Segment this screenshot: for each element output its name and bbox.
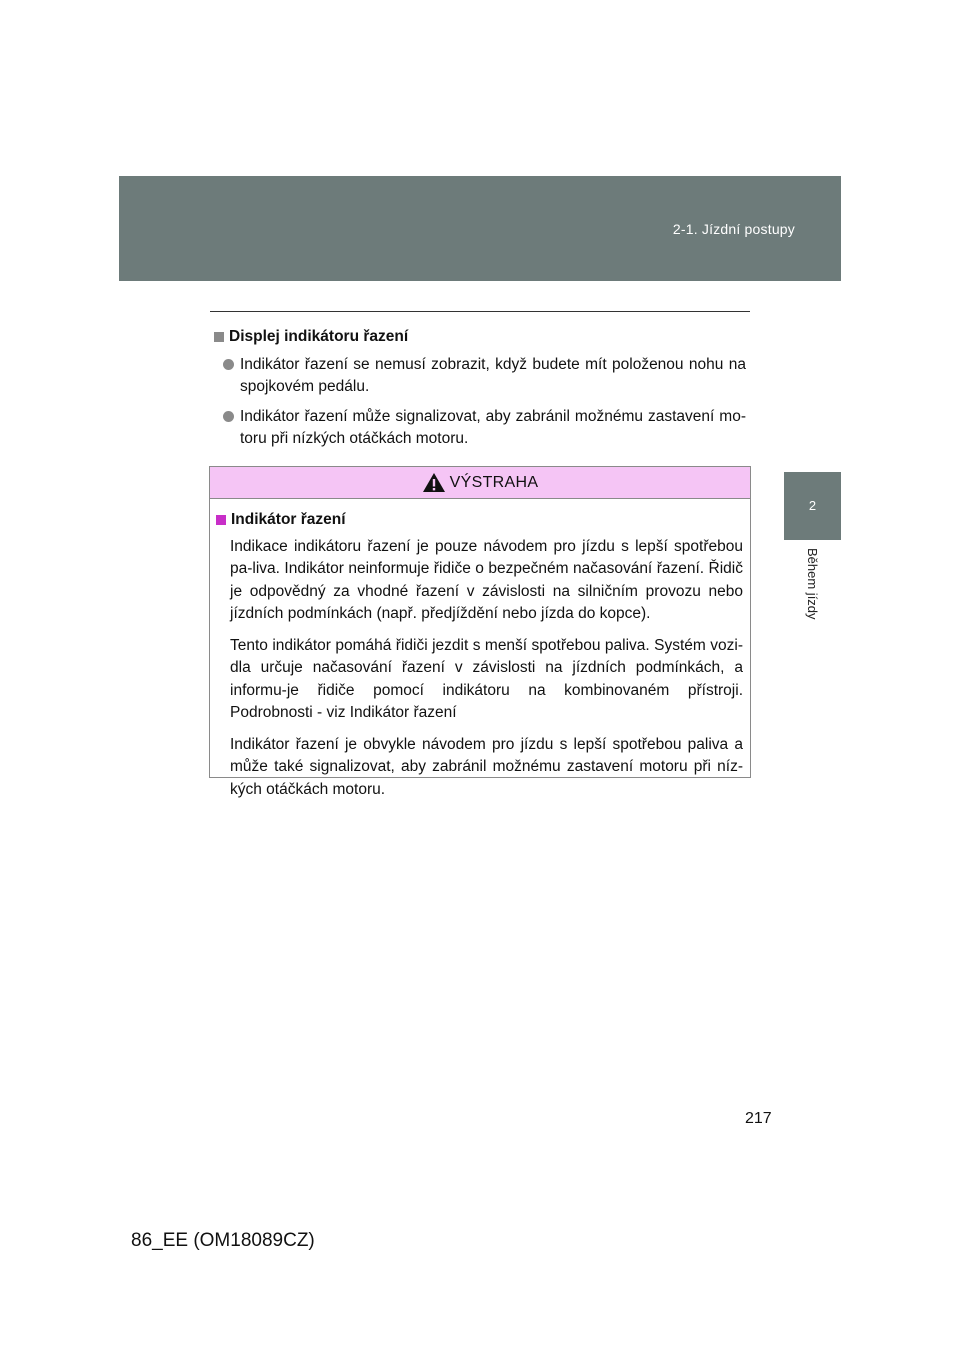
warning-triangle-icon bbox=[422, 472, 446, 493]
warning-paragraph: Tento indikátor pomáhá řidiči jezdit s menší spotřebou paliva. Systém vozi-dla určuje načasování řazení v závislosti na jízdních podmínkách, a informu-je řidiče pomocí indikátoru na kombinovaném přístroji. Podrobnosti - viz Indikátor řazení bbox=[230, 636, 743, 721]
warning-body bbox=[210, 499, 750, 801]
list-item bbox=[223, 406, 746, 450]
warning-paragraph: Indikátor řazení je obvykle návodem pro jízdu s lepší spotřebou paliva a může také signalizovat, aby zabránil možnému zastavení motoru při níz-kých otáčkách motoru. bbox=[230, 735, 743, 798]
chapter-label bbox=[784, 548, 841, 638]
main-heading bbox=[213, 326, 746, 348]
list-item bbox=[223, 354, 746, 398]
warning-header bbox=[210, 467, 750, 499]
square-bullet-icon bbox=[214, 332, 224, 342]
section-divider bbox=[210, 311, 750, 312]
document-code: 86_EE (OM18089CZ) bbox=[131, 1230, 315, 1251]
warning-heading bbox=[216, 509, 743, 532]
warning-title: VÝSTRAHA bbox=[449, 473, 539, 491]
main-content bbox=[213, 326, 746, 458]
chapter-number: 2 bbox=[808, 498, 817, 513]
chapter-tab bbox=[784, 472, 841, 540]
header-band bbox=[119, 176, 841, 281]
warning-paragraph: Indikace indikátoru řazení je pouze návodem pro jízdu s lepší spotřebou pa-liva. Indikátor neinformuje řidiče o bezpečném načasování řazení. Řidič je odpovědný za vhodné řazení v závislosti na silničním provozu nebo jízdních podmínkách (např. předjíždění nebo jízda do kopce). bbox=[230, 537, 743, 622]
list-item-text: Indikátor řazení může signalizovat, aby zabránil možnému zastavení mo-toru při nízkých otáčkách motoru. bbox=[240, 408, 746, 447]
list-item-text: Indikátor řazení se nemusí zobrazit, když budete mít položenou nohu na spojkovém pedálu. bbox=[240, 356, 746, 395]
circle-bullet-icon bbox=[223, 359, 234, 370]
page-number: 217 bbox=[745, 1110, 772, 1127]
square-bullet-icon bbox=[216, 515, 226, 525]
chapter-label-text: Během jízdy bbox=[805, 548, 820, 620]
warning-box bbox=[209, 466, 751, 798]
warning-heading-text: Indikátor řazení bbox=[231, 511, 346, 528]
main-heading-text: Displej indikátoru řazení bbox=[229, 328, 409, 345]
section-title: 2-1. Jízdní postupy bbox=[672, 221, 795, 237]
circle-bullet-icon bbox=[223, 411, 234, 422]
